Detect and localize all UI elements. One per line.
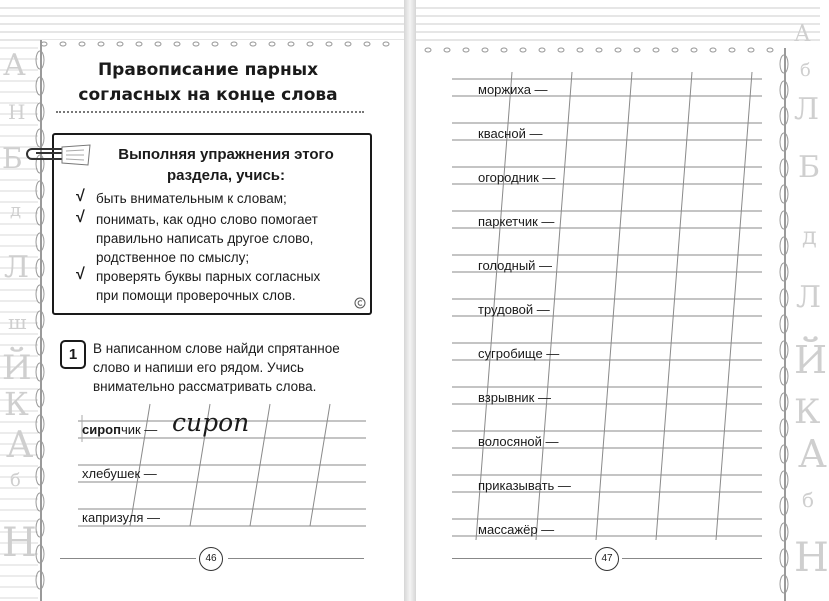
heading-line: раздела, учись:: [166, 167, 286, 184]
background-letter: Л: [796, 280, 822, 315]
background-letter: ш: [8, 310, 27, 334]
page-number: 46: [199, 547, 223, 571]
background-letter: б: [10, 470, 21, 491]
background-letter: Й: [2, 348, 32, 388]
background-letter: Н: [2, 520, 37, 566]
background-letter: Н: [794, 535, 829, 581]
exercise-word: трудовой —: [478, 302, 550, 317]
goal-line: родственное по смыслу;: [96, 250, 250, 265]
exercise-word: взрывник —: [478, 390, 551, 405]
exercise-word: голодный —: [478, 258, 553, 273]
heading-line: Выполняя упражнения этого: [118, 146, 334, 163]
page-number-rule: [228, 558, 364, 559]
book-gutter: [404, 0, 416, 601]
background-letter: б: [800, 60, 811, 81]
background-letter: б: [802, 488, 815, 512]
exercise-row: [82, 422, 157, 438]
exercise-word: огородник —: [478, 170, 556, 185]
background-letter: Б: [798, 150, 821, 185]
handwritten-answer: сироп: [172, 408, 250, 437]
background-letter: Й: [794, 338, 828, 382]
exercise-word: моржиха —: [478, 82, 548, 97]
exercise-row: капризуля —: [82, 510, 160, 525]
writing-lines: [0, 0, 404, 601]
instruction-line: В написанном слове найди спрятанное: [93, 341, 340, 356]
left-page: [0, 0, 404, 601]
goal-line: проверять буквы парных согласных: [96, 269, 321, 284]
background-letter: Л: [794, 92, 820, 127]
background-letter: К: [794, 392, 821, 432]
background-letter: д: [10, 200, 22, 221]
background-letter: А: [798, 432, 827, 476]
background-letter: Б: [2, 142, 23, 175]
exercise-word: паркетчик —: [478, 214, 555, 229]
exercise-word: волосяной —: [478, 434, 559, 449]
background-letter: А: [6, 425, 34, 466]
hidden-word: сироп: [82, 422, 121, 437]
background-letter: д: [802, 222, 817, 250]
title-line: согласных на конце слова: [78, 85, 338, 105]
page-number-rule: [60, 558, 196, 559]
page-number-rule: [622, 558, 762, 559]
exercise-word: массажёр —: [478, 522, 555, 537]
checkmark-icon: √: [76, 188, 85, 205]
page-number: 47: [595, 547, 619, 571]
background-letter: А: [794, 22, 811, 47]
background-letter: Л: [4, 250, 30, 285]
background-letter: К: [4, 385, 29, 423]
page-number-rule: [452, 558, 592, 559]
exercise-word: сугробище —: [478, 346, 560, 361]
word-rest: чик —: [120, 422, 158, 437]
exercise-row: хлебушек —: [82, 466, 157, 481]
word-writing-lines: [416, 0, 820, 601]
background-letter: А: [3, 48, 26, 83]
right-page: [416, 0, 829, 601]
instruction-line: внимательно рассматривать слова.: [93, 379, 317, 394]
goal-line: при помощи проверочных слов.: [96, 288, 296, 303]
goal-line: правильно написать другое слово,: [96, 231, 314, 246]
goal-line: быть внимательным к словам;: [96, 191, 287, 206]
goal-line: понимать, как одно слово помогает: [96, 212, 318, 227]
checkmark-icon: √: [76, 209, 85, 226]
title-line: Правописание парных: [97, 60, 319, 80]
exercise-word: приказывать —: [478, 478, 571, 493]
checkmark-icon: √: [76, 266, 85, 283]
exercise-word: квасной —: [478, 126, 543, 141]
exercise-number: 1: [60, 340, 86, 369]
background-letter: Н: [8, 100, 26, 124]
instruction-line: слово и напиши его рядом. Учись: [93, 360, 304, 375]
